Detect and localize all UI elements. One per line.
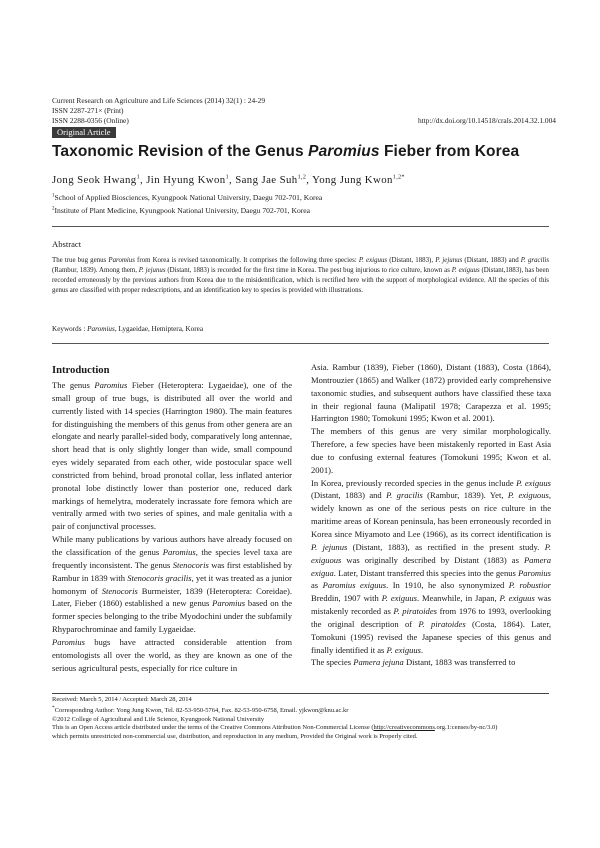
issn-online: ISSN 2288-0356 (Online) xyxy=(52,116,129,125)
text-run: The species xyxy=(311,657,354,668)
affiliation-text: Institute of Plant Medicine, Kyungpook National University, Daegu 702-701, Korea xyxy=(54,206,311,215)
paragraph xyxy=(52,379,292,533)
left-column xyxy=(52,364,292,674)
text-run: based on the former species belonging to the tribe Myodochini under the subfamily Rhyparochrominae and family Lygaeidae. xyxy=(52,598,293,635)
footnote-sup: * xyxy=(52,705,55,712)
text-run: . Meanwhile, in Japan, xyxy=(416,593,500,604)
text-run: The true bug genus xyxy=(52,257,109,264)
italic-run: P. exiguus xyxy=(381,593,417,604)
text-run: Fieber (Heteroptera: Lygaeidae), one of the small group of true bugs, is distributed all over the world and currently listed with 14 species (Harrington 1980). The main features for distinguishing the members of this genus from other genera are an elongate and nearly parallel-sided body, comparatively long antennae, short head that is only slightly longer than wide, small compound eyes widely separated from each other, wide postocular space well constricted from behind, broad pronotal collar, less inflated anterior pronotal lobe distinctly lower than posterior one, reduced dark markings of hemelytra, moderately incrassate fore femora which are ventrally armed with two series of spines, and male genitalia with a pair of conjunctival processes. xyxy=(52,380,292,532)
italic-run: P. piratoides xyxy=(393,606,437,617)
italic-run: P. jejunus xyxy=(138,267,166,274)
text-run: (Distant, 1883) and xyxy=(462,257,521,264)
text-run: , yet it was treated as a junior homonym of xyxy=(52,572,292,596)
text-run: from 1976 to 1993, overlooking the original description of xyxy=(311,606,551,629)
title-suffix: Fieber from Korea xyxy=(379,143,520,160)
author: Jin Hyung Kwon xyxy=(146,174,226,186)
italic-run: P. gracilis xyxy=(386,490,423,501)
received-dates: Received: March 5, 2014 / Accepted: March 28, 2014 xyxy=(52,696,192,703)
italic-run: Paromius xyxy=(518,567,551,578)
italic-run: P. jejunus xyxy=(311,541,348,552)
text-run: as xyxy=(311,580,323,591)
text-run: (Distant, 1883) and xyxy=(311,490,387,501)
text-run: bugs have attracted considerable attention from entomologists all over the world, as they are known as one of the serious agricultural pests, especially for rice culture in xyxy=(52,636,292,673)
italic-run: P. exiguus xyxy=(516,477,551,488)
copyright: ©2012 College of Agricultural and Life Science, Kyungpook National University xyxy=(52,715,265,723)
italic-run: P. piratoides xyxy=(418,618,466,629)
footnote-divider xyxy=(52,693,549,694)
keywords-label: Keywords : xyxy=(52,325,88,333)
italic-run: Stenocoris gracilis xyxy=(127,572,192,583)
affiliation xyxy=(52,193,322,202)
paragraph xyxy=(311,361,551,425)
title-prefix: Taxonomic Revision of the Genus xyxy=(52,143,309,160)
author-sup: 1 xyxy=(225,174,229,181)
text-run: (Distant, 1883), xyxy=(387,257,436,264)
author-sup: 1 xyxy=(136,174,140,181)
italic-run: P. exiguous xyxy=(311,541,551,565)
issn-print: ISSN 2287-271× (Print) xyxy=(52,106,124,115)
keywords xyxy=(52,325,203,333)
article-title xyxy=(52,143,519,161)
text-run: (Distant, 1883) is recorded for the first time in Korea. The pest bug injurious to rice culture, known as xyxy=(165,267,452,274)
italic-run: Paromius xyxy=(94,380,128,390)
text-run: (Rambur, 1839). Among them, xyxy=(52,267,139,274)
journal-header xyxy=(52,96,265,126)
journal-line: Current Research on Agriculture and Life Sciences (2014) 32(1) : 24-29 xyxy=(52,96,266,105)
license-link[interactable]: http://creativecommons xyxy=(373,724,435,732)
italic-run: Paromius xyxy=(108,257,135,264)
italic-run: Stenocoris xyxy=(101,585,138,596)
text-run: . xyxy=(421,644,424,655)
author-sup: 1,2 xyxy=(297,174,307,181)
author-separator: , xyxy=(228,174,236,186)
corresponding-author xyxy=(52,704,549,716)
divider xyxy=(52,226,549,227)
italic-run: P. jejunus xyxy=(435,257,463,264)
author-list xyxy=(52,174,405,186)
text-run: was originally described by Distant (1883) as xyxy=(341,554,524,565)
text-run: was first established by Rambur in 1839 with xyxy=(52,559,292,583)
text-run: (Costa, 1864). Later, Tomokuni (1995) revised the Japanese species of this genus and finally identified it as xyxy=(311,618,551,655)
italic-run: Pamera jejuna xyxy=(353,657,404,668)
affiliation xyxy=(52,206,310,215)
section-heading: Introduction xyxy=(52,365,110,376)
text-run: Burmeister, 1839 (Heteroptera: Coreidae). Later, Fieber (1860) established a new genus xyxy=(52,585,292,609)
italic-run: Paromius xyxy=(212,598,246,609)
italic-run: Paromius xyxy=(162,546,196,557)
text-run: Asia. Rambur (1839), Fieber (1860), Distant (1883), Costa (1864), Montrouzier (1865) and Walker (1872) provided early comprehensive taxonomic studies, and subsequent authors have classified these taxa in their regional fauna (Malipatil 1978; Carapezza et al. 1995; Harrington 1980; Tomokuni 1995; Kwon et al. 2001). xyxy=(311,362,551,424)
italic-run: P. exiguus xyxy=(499,593,535,604)
text-run: Distant, 1883 was transferred to xyxy=(403,657,516,668)
license-terms: which permits unrestricted non-commercial use, distribution, and reproduction in any medium, Provided the Original work is Properly cited. xyxy=(52,732,418,740)
paragraph xyxy=(311,477,551,657)
text-run: was mistakenly recorded as xyxy=(311,593,551,617)
text-run: . In 1910, he also synonymized xyxy=(386,580,509,591)
italic-run: Pamera exigua xyxy=(311,554,551,578)
italic-run: Paromius exiguus xyxy=(322,580,387,591)
paragraph xyxy=(52,533,292,636)
text-run: , widely known as one of the serious pests on rice culture in the maritime areas of Korean peninsula, has been erroneously recorded in Korea since Miyamoto and Lee (1966), as its correct identification is xyxy=(311,490,551,539)
italic-run: P. exiguus xyxy=(358,257,388,264)
text-run: Breddin, 1907 with xyxy=(311,593,382,604)
abstract-heading: Abstract xyxy=(52,239,82,249)
author-separator: , xyxy=(139,174,147,186)
italic-run: P. exiguus xyxy=(451,267,480,274)
doi-link[interactable]: http://dx.doi.org/10.14518/crals.2014.32.1.004 xyxy=(417,116,556,125)
text-run: , the species level taxa are frequently inconsistent. The genus xyxy=(52,546,292,570)
text-run: from Korea is revised taxonomically. It comprises the following three species: xyxy=(134,257,359,264)
author: Yong Jung Kwon xyxy=(312,174,393,186)
affiliation-sup: 2 xyxy=(52,206,55,212)
italic-run: Paromius xyxy=(87,325,115,333)
paragraph xyxy=(52,636,292,675)
italic-run: Stenocoris xyxy=(172,559,209,570)
footnotes xyxy=(52,696,549,741)
divider xyxy=(52,343,549,344)
italic-run: Paromius xyxy=(52,636,85,647)
text-run: (Distant, 1883), as rectified in the present study. xyxy=(347,541,545,552)
italic-run: P. exiguus xyxy=(386,644,421,655)
author: Sang Jae Suh xyxy=(235,174,298,186)
text-run: The members of this genus are very similar morphologically. Therefore, a few species have been mistakenly reported in East Asia due to confusing external features (Tomokuni 1995; Kwon et al. 2001). xyxy=(311,426,551,475)
italic-run: P. robustior xyxy=(508,580,552,591)
abstract-text xyxy=(52,256,549,296)
author-separator: , xyxy=(306,174,313,186)
text-run: (Distant,1883), has been recorded erroneously by the previous authors from Korea due to the misidentification, which is rectified here with the support of morphological evidence. All the species of this genus are classified with proper redescriptions, and an identification key to species is provided with illustrations. xyxy=(52,267,549,294)
keywords-list xyxy=(87,325,203,333)
license-text: This is an Open Access article distributed under the terms of the Creative Commons Attribution Non-Commercial License ( xyxy=(52,724,374,732)
italic-run: P. exiguous xyxy=(507,490,549,501)
title-genus: Paromius xyxy=(308,143,380,160)
text-run: (Rambur, 1839). Yet, xyxy=(422,490,508,501)
right-column xyxy=(311,361,551,669)
paragraph xyxy=(311,425,551,476)
affiliation-sup: 1 xyxy=(52,193,55,199)
text-run: , Lygaeidae, Hemiptera, Korea xyxy=(114,325,204,333)
italic-run: P. gracilis xyxy=(520,257,550,264)
author-sup: 1,2* xyxy=(392,174,405,181)
corresponding-text: Corresponding Author: Yong Jung Kwon, Tel. 82-53-950-5764, Fax. 82-53-950-6758, Email. yjkwon@knu.ac.kr xyxy=(54,707,349,715)
article-type-badge: Original Article xyxy=(52,127,116,138)
text-run: In Korea, previously recorded species in the genus include xyxy=(311,477,517,488)
paragraph xyxy=(311,656,551,669)
license-line xyxy=(52,724,549,732)
text-run: . Later, Distant transferred this species into the genus xyxy=(333,567,519,578)
license-text-end: .org.1:censes/by-nc/3.0) xyxy=(434,724,498,732)
author: Jong Seok Hwang xyxy=(52,174,137,186)
text-run: While many publications by various authors have already focused on the classification of the genus xyxy=(52,534,292,557)
text-run: The genus xyxy=(52,380,95,390)
affiliation-text: School of Applied Biosciences, Kyungpook National University, Daegu 702-701, Korea xyxy=(54,193,323,202)
